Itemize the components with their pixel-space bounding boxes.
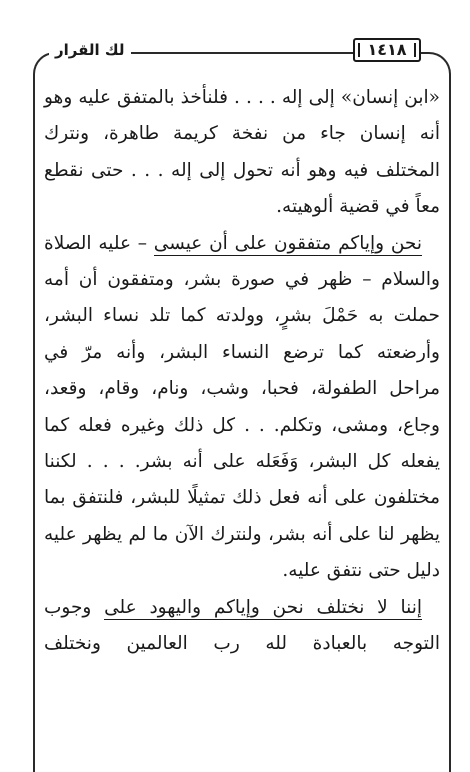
paragraph-3-underlined-lead: إننا لا نختلف نحن وإياكم واليهود على <box>104 596 422 618</box>
page-body <box>44 80 440 663</box>
paragraph-1-text: «ابن إنسان» إلى إله . . . . فلنأخذ بالمتفق عليه وهو أنه إنسان جاء من نفخة كريمة طاهرة، ونترك المختلف فيه وهو أنه تحول إلى إله . . . حتى نقطع معاً في قضية ألوهيته. <box>44 87 440 218</box>
page-header <box>0 38 470 68</box>
paragraph-3-text: وجوب التوجه بالعبادة لله رب العالمين ونختلف <box>44 596 440 655</box>
page-number: ١٤١٨ <box>353 38 421 62</box>
paragraph-2 <box>44 226 440 590</box>
book-title: لك القرار <box>49 40 131 60</box>
paragraph-3 <box>44 590 440 663</box>
paragraph-2-text: – عليه الصلاة والسلام – ظهر في صورة بشر، ومتفقون أن أمه حملت به حَمْلَ بشرٍ، وولدته كما تلد نساء البشر، وأرضعته كما ترضع النساء البشر، وأنه مرّ في مراحل الطفولة، فحبا، وشب، ونام، وقام، وقعد، وجاع، ومشى، وتكلم. . . كل ذلك وغيره فعله كما يفعله كل البشر، وَفَعَله على أنه بشر. . . . لكننا مختلفون على أنه فعل ذلك تمثيلًا للبشر، فلنتفق بما يظهر لنا على أنه بشر، ولنترك الآن ما لم يظهر عليه دليل حتى نتفق عليه. <box>44 232 440 582</box>
paragraph-1 <box>44 80 440 226</box>
paragraph-2-underlined-lead: نحن وإياكم متفقون على أن عيسى <box>153 232 422 254</box>
